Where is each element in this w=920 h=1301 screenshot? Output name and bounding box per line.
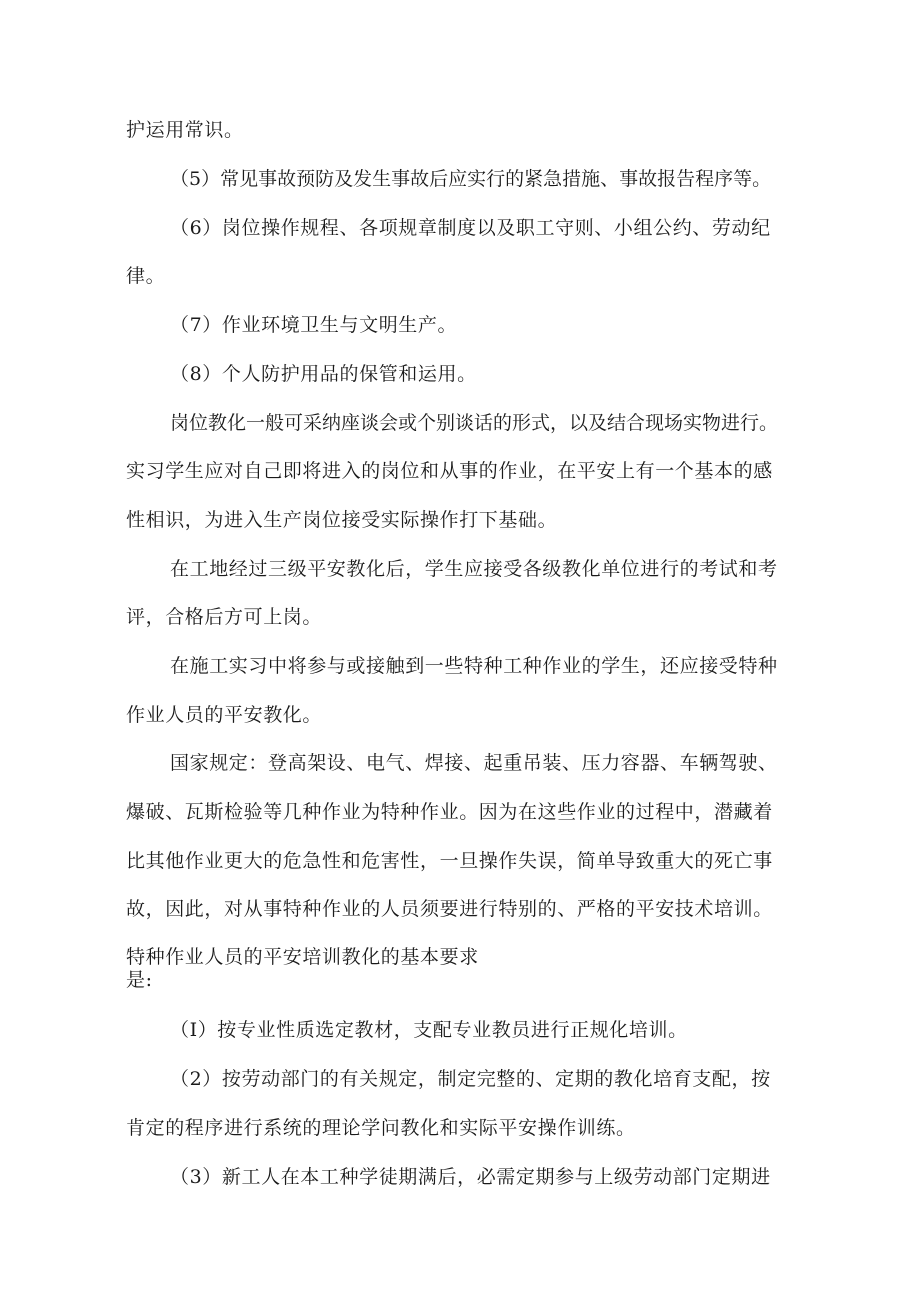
text-line: （3）新工人在本工种学徒期满后，必需定期参与上级劳动部门定期进 (170, 1166, 771, 1188)
text-line: 律。 (126, 265, 166, 287)
text-line: 爆破、瓦斯检验等几种作业为特种作业。因为在这些作业的过程中，潜藏着 (126, 801, 773, 823)
text-line: （8）个人防护用品的保管和运用。 (170, 363, 477, 385)
text-line: 护运用常识。 (126, 119, 244, 141)
text-line: （7）作业环境卫生与文明生产。 (170, 314, 458, 336)
text-line: （I）按专业性质选定教材，支配专业教员进行正规化培训。 (170, 1019, 688, 1041)
text-line: 在工地经过三级平安教化后，学生应接受各级教化单位进行的考试和考 (170, 558, 778, 580)
text-line: 岗位教化一般可采纳座谈会或个别谈话的形式，以及结合现场实物进行。 (170, 412, 779, 434)
text-line: （6）岗位操作规程、各项规章制度以及职工守则、小组公约、劳动纪 (170, 217, 771, 239)
text-line: 是: (126, 969, 153, 991)
text-line: 肯定的程序进行系统的理论学问教化和实际平安操作训练。 (126, 1117, 636, 1139)
text-line: （5）常见事故预防及发生事故后应实行的紧急措施、事故报告程序等。 (170, 168, 772, 190)
text-line: 实习学生应对自己即将进入的岗位和从事的作业，在平安上有一个基本的感 (126, 460, 773, 482)
text-line: 作业人员的平安教化。 (126, 704, 323, 726)
text-line: 在施工实习中将参与或接触到一些特种工种作业的学生，还应接受特种 (170, 655, 778, 677)
text-line: 评，合格后方可上岗。 (126, 606, 323, 628)
text-line: 特种作业人员的平安培训教化的基本要求 (126, 946, 479, 968)
text-line: 性相识，为进入生产岗位接受实际操作打下基础。 (126, 509, 558, 531)
text-line: 比其他作业更大的危急性和危害性，一旦操作失误，简单导致重大的死亡事 (126, 850, 773, 872)
text-line: 故，因此，对从事特种作业的人员须要进行特别的、严格的平安技术培训。 (126, 898, 773, 920)
text-line: （2）按劳动部门的有关规定，制定完整的、定期的教化培育支配，按 (170, 1068, 771, 1090)
text-line: 国家规定：登高架设、电气、焊接、起重吊装、压力容器、车辆驾驶、 (170, 752, 778, 774)
